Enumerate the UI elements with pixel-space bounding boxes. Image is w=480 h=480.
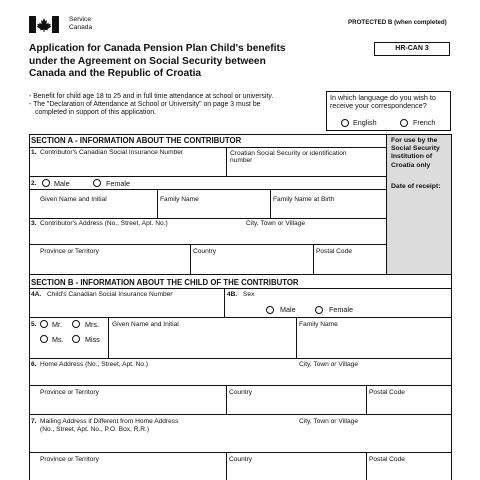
field-7-num: 7. xyxy=(31,418,37,425)
miss-radio[interactable] xyxy=(72,335,80,343)
mrs-radio[interactable] xyxy=(72,320,80,328)
contributor-female-label: Female xyxy=(106,179,130,188)
child-city-label: City, Town or Village xyxy=(299,361,359,368)
mrs-label: Mrs. xyxy=(85,320,99,329)
field-5-num: 5. xyxy=(31,321,37,328)
child-sex-label: Sex xyxy=(243,291,255,298)
contributor-male-radio[interactable] xyxy=(42,179,50,187)
child-province-label: Province or Territory xyxy=(40,389,99,396)
child-postal-label: Postal Code xyxy=(369,389,405,396)
croatia-use-l3: Institution of xyxy=(391,153,433,161)
croatia-use-l4: Croatia only xyxy=(391,161,431,169)
child-family-name-label: Family Name xyxy=(299,321,338,328)
ms-radio[interactable] xyxy=(40,335,48,343)
croatian-id-input[interactable] xyxy=(230,165,380,175)
field-4b-num: 4B. xyxy=(227,291,238,298)
notes xyxy=(29,93,273,118)
language-question-1: In which language do you wish to xyxy=(330,93,436,102)
org-name xyxy=(69,16,92,31)
mailing-country-label: Country xyxy=(229,456,253,463)
title-line1: Application for Canada Pension Plan Child's benefits xyxy=(29,43,286,54)
mailing-city-label: City, Town or Village xyxy=(299,418,359,425)
contributor-city-label: City, Town or Village xyxy=(246,220,306,227)
english-radio[interactable] xyxy=(341,119,349,127)
contributor-family-name-label: Family Name xyxy=(160,196,199,203)
child-country-label: Country xyxy=(229,389,253,396)
title-line2: under the Agreement on Social Security between xyxy=(29,55,266,67)
child-sin-label: Child's Canadian Social Insurance Number xyxy=(47,291,173,298)
croatian-id-label-2: number xyxy=(230,157,253,164)
contributor-given-name-label: Given Name and Initial xyxy=(40,196,107,203)
croatia-use-l2: Social Security xyxy=(391,145,440,153)
child-male-label: Male xyxy=(280,305,296,314)
section-a-title: SECTION A - INFORMATION ABOUT THE CONTRIBUTOR xyxy=(31,136,242,145)
language-box xyxy=(326,91,451,131)
org-line2: Canada xyxy=(69,23,93,31)
contributor-postal-label: Postal Code xyxy=(316,248,352,255)
field-4a-num: 4A. xyxy=(31,291,42,298)
contributor-female-radio[interactable] xyxy=(93,179,101,187)
canada-flag-logo xyxy=(29,16,59,33)
org-line1: Service xyxy=(69,16,91,23)
mr-radio[interactable] xyxy=(40,320,48,328)
english-label: English xyxy=(353,118,377,127)
note-2b: completed in support of this application. xyxy=(35,109,157,117)
child-female-label: Female xyxy=(329,305,353,314)
mailing-province-label: Province or Territory xyxy=(40,456,99,463)
contributor-sin-label: Contributor's Canadian Social Insurance Number xyxy=(40,149,184,156)
french-radio[interactable] xyxy=(400,119,408,127)
croatian-id-label-1: Croatian Social Security or identification xyxy=(230,150,347,157)
child-male-radio[interactable] xyxy=(266,306,274,314)
field-1-num: 1. xyxy=(31,149,37,156)
mailing-postal-label: Postal Code xyxy=(369,456,405,463)
child-given-name-label: Given Name and Initial xyxy=(112,321,179,328)
date-of-receipt-label: Date of receipt: xyxy=(391,183,441,190)
miss-label: Miss xyxy=(85,335,100,344)
contributor-province-label: Province or Territory xyxy=(40,248,99,255)
contributor-male-label: Male xyxy=(54,179,70,188)
french-label: French xyxy=(413,118,436,127)
home-address-label: Home Address (No., Street, Apt. No.) xyxy=(40,361,149,368)
page-title xyxy=(29,43,286,81)
ms-label: Ms. xyxy=(52,335,64,344)
language-question-2: receive your correspondence? xyxy=(330,101,427,111)
contributor-address-label: Contributor's Address (No., Street, Apt. No.) xyxy=(40,220,168,227)
note-1: - Benefit for child age 18 to 25 and in full time attendance at school or university. xyxy=(29,93,274,100)
child-female-radio[interactable] xyxy=(315,306,323,314)
mailing-address-label-1: Mailing Address if Different from Home Address xyxy=(40,418,179,425)
section-b-title: SECTION B - INFORMATION ABOUT THE CHILD OF THE CONTRIBUTOR xyxy=(31,278,299,287)
form-code: HR-CAN 3 xyxy=(395,45,429,52)
contributor-family-birth-label: Family Name at Birth xyxy=(273,196,335,203)
mailing-address-label-2: (No., Street, Apt. No., P.O. Box, R.R.) xyxy=(40,425,150,433)
field-3-num: 3. xyxy=(31,220,37,227)
field-2-num: 2. xyxy=(31,180,37,187)
protected-label: PROTECTED B (when completed) xyxy=(348,19,447,26)
contributor-sin-input[interactable] xyxy=(40,158,220,174)
croatia-use-panel xyxy=(386,134,452,275)
croatia-use-l1: For use by the xyxy=(391,137,438,144)
field-6-num: 6. xyxy=(31,361,37,368)
form-code-box xyxy=(374,42,450,56)
contributor-country-label: Country xyxy=(193,248,217,255)
mr-label: Mr. xyxy=(52,320,62,329)
note-2a: - The "Declaration of Attendance at School or University" on page 3 must be xyxy=(29,101,261,109)
title-line3: Canada and the Republic of Croatia xyxy=(29,68,202,80)
